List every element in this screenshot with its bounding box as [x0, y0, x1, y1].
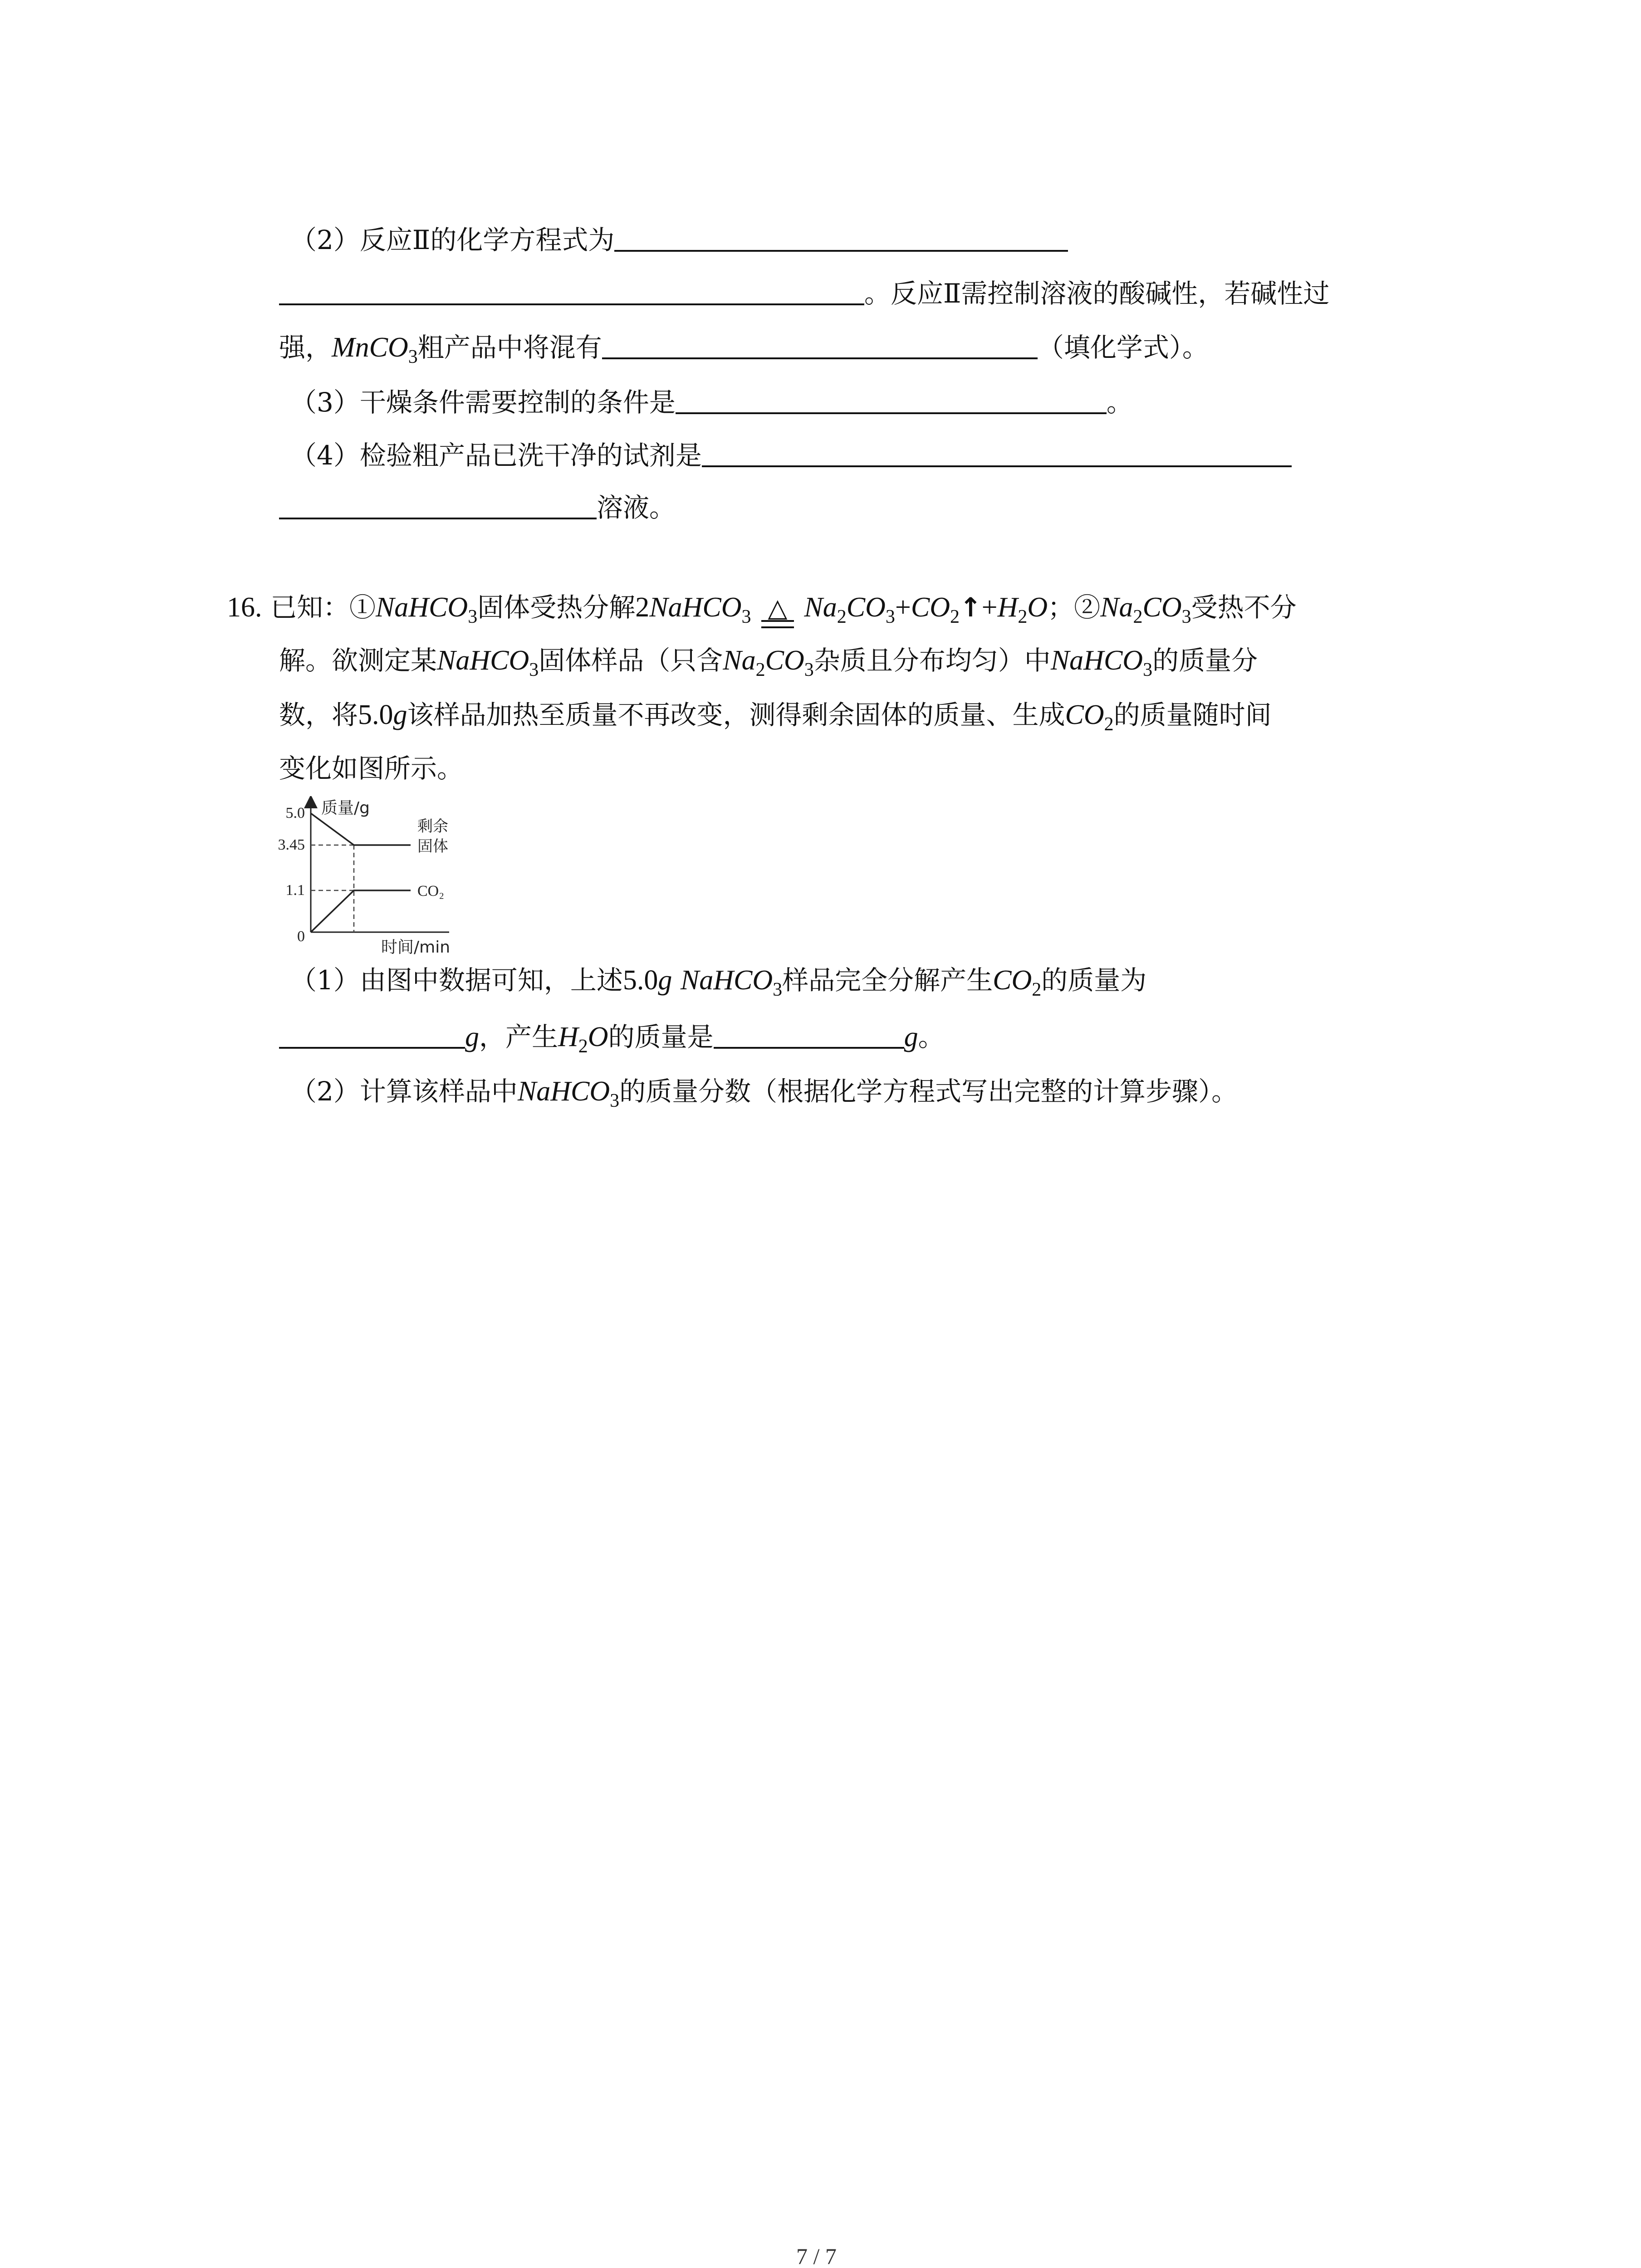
q15-part4-line1	[290, 442, 1292, 469]
text: 的质量为	[1041, 965, 1147, 996]
q15-part2-line1	[290, 227, 1068, 253]
formula-nahco3: NaHCO$_3$	[437, 645, 539, 680]
answer-blank-reagent[interactable]	[702, 443, 1292, 467]
formula-na2co3: $Na_2CO_3$	[804, 592, 895, 627]
y-axis-label: 质量/g	[321, 799, 370, 817]
answer-blank-co2-mass[interactable]	[279, 1024, 465, 1049]
formula-nahco3: NaHCO$_3$	[649, 592, 751, 627]
formula-na2co3: $Na_2CO_3$	[1100, 592, 1191, 627]
y-tick-label: 0	[297, 928, 305, 945]
series-remaining-solid	[311, 813, 411, 845]
x-axis-label: 时间/min	[381, 938, 451, 957]
answer-blank-reagent-cont[interactable]	[279, 495, 597, 519]
q15-part3	[290, 387, 1133, 418]
answer-blank-drying[interactable]	[676, 390, 1107, 414]
unit-g: g	[904, 1022, 918, 1052]
text: 数，将	[279, 699, 358, 730]
y-tick-label: 1.1	[285, 882, 305, 899]
period: 。	[918, 1022, 945, 1052]
text: ，产生	[479, 1022, 558, 1052]
q15-part4-line2	[279, 494, 676, 521]
q15-part2-text: 。反应Ⅱ需控制溶液的酸碱性，若碱性过	[864, 278, 1330, 309]
text-fill-formula: （填化学式）。	[1037, 332, 1209, 363]
heat-condition-icon: △	[759, 596, 796, 621]
text: （2）计算该样品中	[290, 1076, 518, 1107]
formula-nahco3: NaHCO$_3$	[517, 1076, 620, 1111]
text: 解。欲测定某	[279, 645, 437, 676]
sample-mass: 5.0	[358, 699, 393, 730]
text: （1）由图中数据可知，上述	[290, 965, 623, 996]
q15-part4-prompt: （4）检验粗产品已洗干净的试剂是	[290, 440, 702, 471]
y-tick-label: 5.0	[285, 805, 305, 821]
legend-co2: CO₂	[417, 883, 445, 899]
answer-blank-h2o-mass[interactable]	[714, 1024, 904, 1049]
answer-blank-equation[interactable]	[614, 227, 1068, 252]
text: 的质量分数（根据化学方程式写出完整的计算步骤）。	[619, 1076, 1238, 1107]
page-number: 7 / 7	[796, 2244, 837, 2268]
q15-part2-line2	[279, 280, 1329, 307]
plus: +	[981, 592, 998, 623]
y-tick-label: 3.45	[278, 836, 305, 853]
formula-nahco3: NaHCO$_3$	[1050, 645, 1153, 680]
text: 的质量随时间	[1113, 699, 1272, 730]
text: 的质量分	[1152, 645, 1258, 676]
q16-line1	[227, 592, 1297, 627]
text: 该样品加热至质量不再改变，测得剩余固体的质量、生成	[407, 699, 1065, 730]
text: 的质量是	[608, 1022, 714, 1052]
formula-nahco3: NaHCO$_3$	[680, 965, 783, 1000]
q16-line2	[279, 645, 1258, 680]
unit-g: g	[465, 1022, 479, 1052]
gas-arrow-icon: ↑	[959, 592, 982, 623]
formula-h2o: $H_2O$	[558, 1022, 608, 1057]
formula-co2: $CO_2$	[993, 965, 1042, 1000]
q15-part3-prompt: （3）干燥条件需要控制的条件是	[290, 387, 676, 418]
text-solution: 溶液。	[597, 492, 676, 523]
q16-line4: 变化如图所示。	[279, 753, 464, 784]
text: 固体受热分解	[477, 592, 636, 623]
text-strong: 强，	[279, 332, 332, 363]
unit-g: g	[658, 965, 672, 996]
q15-part2-prompt: （2）反应Ⅱ的化学方程式为	[290, 225, 615, 255]
series-co2	[311, 890, 411, 932]
formula-co2: $CO_2$	[911, 592, 960, 627]
formula-h2o: $H_2O$	[997, 592, 1048, 627]
formula-nahco3: NaHCO$_3$	[375, 592, 478, 627]
q16-sub1-line2	[279, 1022, 945, 1057]
text: ；②	[1048, 592, 1101, 623]
formula-co2: $CO_2$	[1065, 699, 1114, 735]
text-impurity: 粗产品中将混有	[417, 332, 602, 363]
q16-sub2	[290, 1076, 1238, 1111]
formula-mnco3: MnCO$_3$	[332, 332, 418, 367]
legend-remaining-solid: 剩余	[417, 817, 448, 836]
text: 样品完全分解产生	[782, 965, 993, 996]
mass-time-chart	[268, 796, 481, 959]
period: 。	[1106, 387, 1133, 418]
text: 受热不分	[1191, 592, 1297, 623]
q16-line3	[279, 699, 1272, 735]
q16-sub1-line1	[290, 965, 1147, 1000]
text: 已知：①	[270, 592, 376, 623]
plus: +	[895, 592, 911, 623]
answer-blank-equation-cont[interactable]	[279, 281, 864, 305]
q15-part2-line3	[279, 332, 1209, 367]
formula-na2co3: $Na_2CO_3$	[723, 645, 814, 680]
answer-blank-impurity[interactable]	[602, 335, 1038, 359]
question-number: 16.	[227, 592, 262, 623]
text: 杂质且分布均匀）中	[813, 645, 1051, 676]
unit-g: g	[393, 699, 407, 730]
legend-remaining-solid: 固体	[417, 837, 448, 855]
coefficient: 2	[635, 592, 650, 623]
text: 固体样品（只含	[539, 645, 723, 676]
sample-mass: 5.0	[622, 965, 658, 996]
